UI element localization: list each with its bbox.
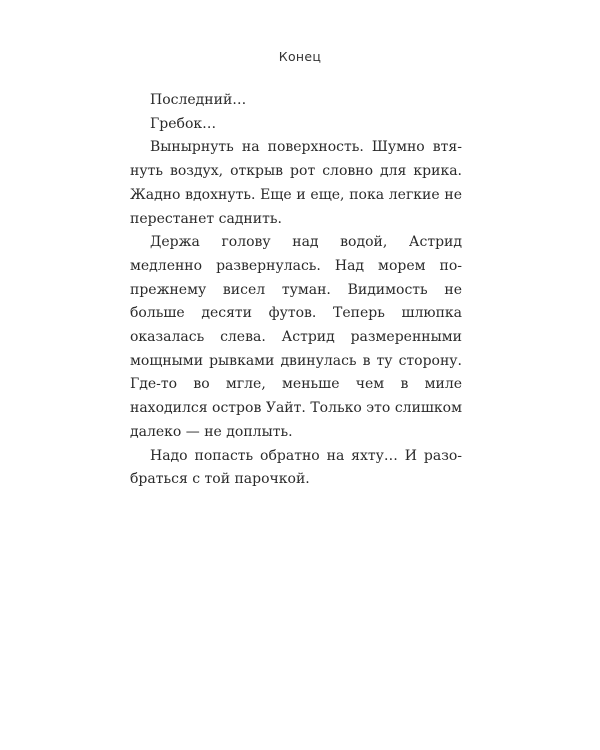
paragraph: Надо попасть обратно на яхту… И разобраться с той парочкой.: [130, 447, 462, 488]
paragraph: Вынырнуть на поверхность. Шумно втянуть воздух, открыв рот словно для крика. Жадно вдохнуть. Еще и еще, пока легкие не перестанет саднить.: [130, 139, 462, 227]
paragraph: Держа голову над водой, Астрид медленно развернулась. Над морем по-прежнему висел туман. Видимость не больше десяти футов. Теперь шлюпка оказалась слева. Астрид размеренными мощными рывками двинулась в ту сторону. Где-то во мгле, меньше чем в миле находился остров Уайт. Только это слишком далеко — не доплыть.: [130, 234, 462, 440]
running-head: Конец: [278, 49, 322, 64]
paragraph: Гребок…: [150, 115, 217, 132]
paragraph: Последний…: [150, 92, 247, 108]
body-text: [130, 89, 462, 492]
